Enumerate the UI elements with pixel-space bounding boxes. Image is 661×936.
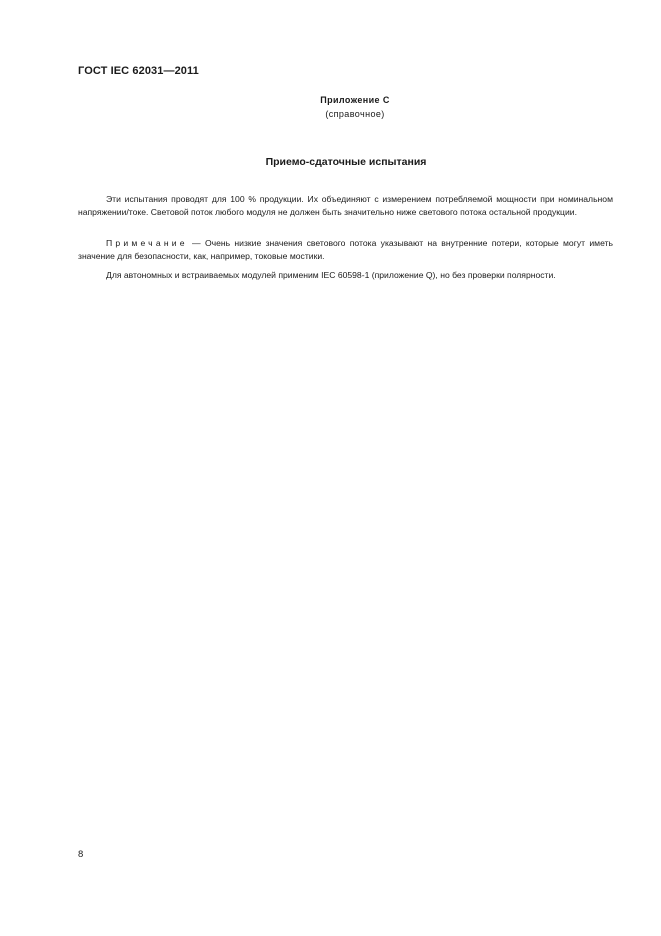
section-title: Приемо-сдаточные испытания (265, 156, 427, 168)
paragraph-autonomous-modules: Для автономных и встраиваемых модулей применим IEC 60598-1 (приложение Q), но без проверки полярности. (106, 269, 556, 280)
note-label: Примечание (106, 237, 188, 248)
page-number: 8 (78, 849, 84, 860)
paragraph-acceptance-tests: Эти испытания проводят для 100 % продукции. Их объединяют с измерением потребляемой мощности при номинальном напряжении/токе. Световой поток любого модуля не должен быть значительно ниже светового потока остальной продукции. (78, 193, 613, 217)
note-text: — Очень низкие значения светового потока указывают на внутренние потери, которые могут иметь значение для безопасности, как, например, токовые мостики. (78, 237, 613, 261)
annex-type: (справочное) (325, 109, 385, 119)
note-paragraph (78, 237, 613, 263)
document-header-code: ГОСТ IEC 62031—2011 (78, 65, 199, 77)
annex-title: Приложение С (320, 95, 390, 105)
